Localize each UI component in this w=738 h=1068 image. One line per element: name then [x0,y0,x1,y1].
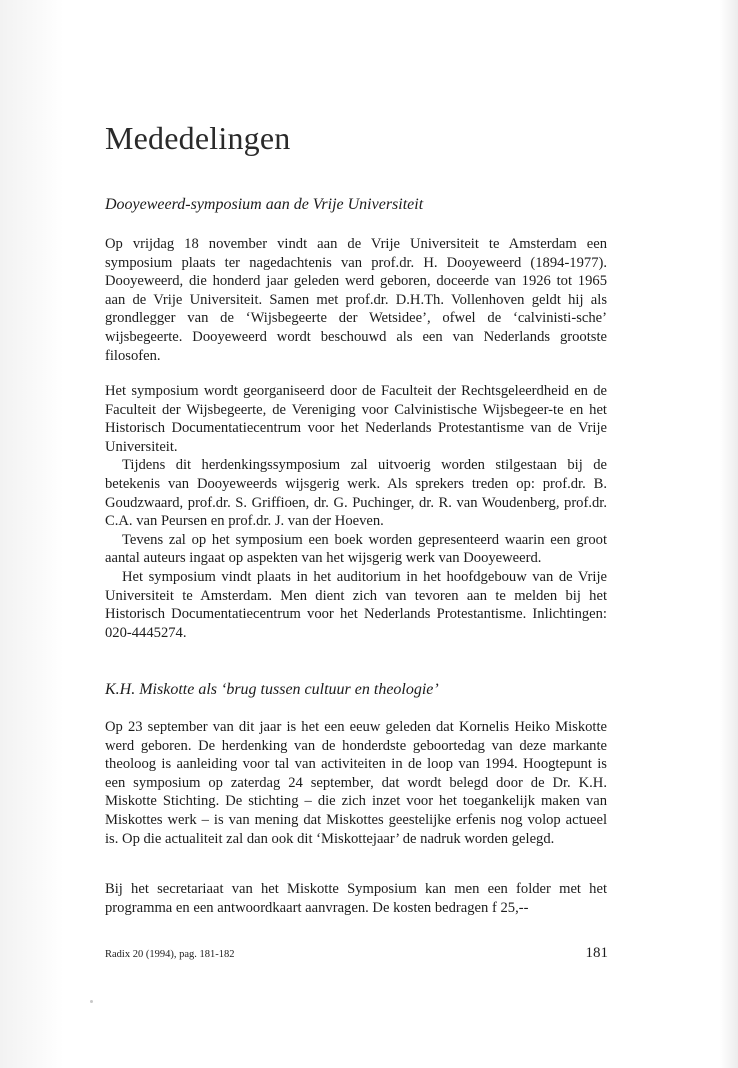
paragraph: Bij het secretariaat van het Miskotte Symposium kan men een folder met het programma en een antwoordkaart aanvragen. De kosten bedragen f 25,-- [105,881,607,916]
section-body-miskotte-intro [105,718,607,848]
paragraph: Op 23 september van dit jaar is het een eeuw geleden dat Kornelis Heiko Miskotte werd geboren. De herdenking van de honderdste geboortedag van deze markante theoloog is aanleiding voor tal van activiteiten in de loop van 1994. Hoogtepunt is een symposium op zaterdag 24 september, dat wordt belegd door de Dr. K.H. Miskotte Stichting. De stichting – die zich inzet voor het toegankelijk maken van Miskottes werk – is van mening dat Miskottes geestelijke erfenis nog volop actueel is. Op die actualiteit zal dan ook dit ‘Miskottejaar’ de nadruk worden gelegd. [105,719,607,847]
paragraph: Tevens zal op het symposium een boek worden gepresenteerd waarin een groot aantal auteurs ingaat op aspekten van het wijsgerig werk van Dooyeweerd. [105,531,607,567]
section-heading-dooyeweerd: Dooyeweerd-symposium aan de Vrije Universiteit [105,196,424,213]
footer-citation: Radix 20 (1994), pag. 181-182 [105,949,235,960]
paragraph: Tijdens dit herdenkingssymposium zal uitvoerig worden stilgestaan bij de betekenis van Dooyeweerds wijsgerig werk. Als sprekers treden op: prof.dr. B. Goudzwaard, prof.dr. S. Griffioen, dr. G. Puchinger, dr. R. van Woudenberg, prof.dr. C.A. van Peursen en prof.dr. J. van der Hoeven. [105,457,607,530]
page-title: Mededelingen [105,120,291,156]
scan-left-edge [0,0,64,1068]
scan-right-edge [720,0,738,1068]
section-body-miskotte-folder [105,880,607,917]
section-body-dooyeweerd-details [105,382,607,642]
section-body-dooyeweerd-intro [105,235,607,365]
section-heading-miskotte: K.H. Miskotte als ‘brug tussen cultuur en theologie’ [105,681,439,698]
page-number: 181 [585,945,608,961]
scan-speck [90,1000,93,1003]
paragraph: Het symposium vindt plaats in het auditorium in het hoofdgebouw van de Vrije Universiteit te Amsterdam. Men dient zich van tevoren aan te melden bij het Historisch Documentatiecentrum voor het Nederlands Protestantisme. Inlichtingen: 020-4445274. [105,568,607,641]
paragraph: Op vrijdag 18 november vindt aan de Vrije Universiteit te Amsterdam een symposium plaats ter nagedachtenis van prof.dr. H. Dooyeweerd (1894-1977). Dooyeweerd, die honderd jaar geleden werd geboren, doceerde van 1926 tot 1965 aan de Vrije Universiteit. Samen met prof.dr. D.H.Th. Vollenhoven geldt hij als grondlegger van de ‘Wijsbegeerte der Wetsidee’, ofwel de ‘calvinisti-sche’ wijsbegeerte. Dooyeweerd wordt beschouwd als een van Nederlands grootste filosofen. [105,236,607,364]
paragraph: Het symposium wordt georganiseerd door de Faculteit der Rechtsgeleerdheid en de Faculteit der Wijsbegeerte, de Vereniging voor Calvinistische Wijsbegeer-te en het Historisch Documentatiecentrum voor het Nederlands Protestantisme van de Vrije Universiteit. [105,383,607,455]
